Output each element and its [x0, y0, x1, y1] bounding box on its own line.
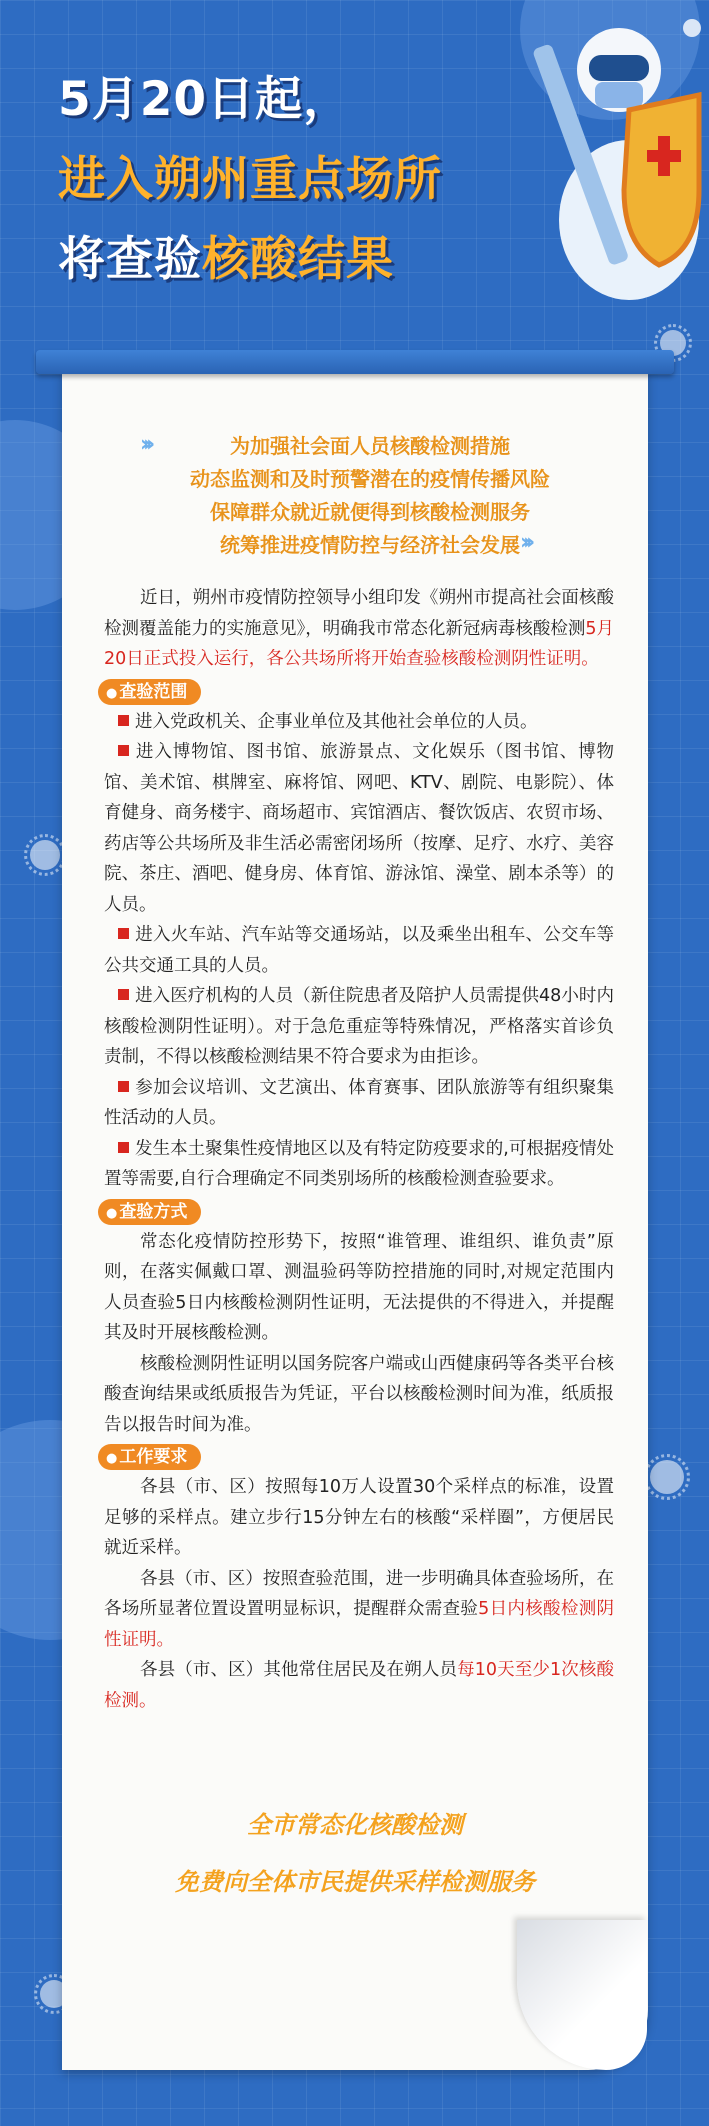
chevron-right-icon: ››› — [140, 432, 150, 457]
intro-line: 保障群众就近就便得到核酸检测服务 — [210, 500, 530, 524]
closing-line-1: 全市常态化核酸检测 — [247, 1811, 463, 1839]
intro-line: 为加强社会面人员核酸检测措施 — [230, 434, 510, 458]
scope-item-text: 进入医疗机构的人员（新住院患者及陪护人员需提供48小时内核酸检测阴性证明）。对于急危重症等特殊情况，严格落实首诊负责制，不得以核酸检测结果不符合要求为由拒诊。 — [104, 986, 614, 1067]
section-tag-requirements: ● 工作要求 — [98, 1444, 201, 1470]
scope-item — [104, 707, 614, 738]
intro-block — [130, 430, 610, 562]
requirement-paragraph — [104, 1564, 614, 1656]
title-line-2: 进入朔州重点场所 — [58, 152, 442, 207]
requirement-paragraph — [104, 1655, 614, 1716]
method-paragraph: 常态化疫情防控形势下，按照“谁管理、谁组织、谁负责”原则，在落实佩戴口罩、测温验码等防控措施的同时,对规定范围内人员查验5日内核酸检测阴性证明，无法提供的不得进入，并提醒其及时开展核酸检测。 — [104, 1231, 614, 1343]
requirement-text: 各县（市、区）其他常住居民及在朔人员 — [140, 1660, 458, 1680]
scope-item-text: 进入火车站、汽车站等交通场站，以及乘坐出租车、公交车等公共交通工具的人员。 — [104, 925, 614, 976]
intro-line: 动态监测和及时预警潜在的疫情传播风险 — [190, 467, 550, 491]
doctor-with-shield-illustration — [509, 0, 709, 300]
title-line-3 — [58, 222, 394, 289]
lead-highlight: 5月20日正式投入运行，各公共场所将开始查验核酸检测阴性证明。 — [104, 618, 614, 669]
red-square-bullet — [118, 1081, 129, 1092]
closing-line-2: 免费向全体市民提供采样检测服务 — [175, 1868, 535, 1896]
red-square-bullet — [118, 989, 129, 1000]
red-square-bullet — [118, 1142, 129, 1153]
scope-item — [104, 920, 614, 981]
scope-item — [104, 1134, 614, 1195]
requirement-text: 各县（市、区）按照查验范围，进一步明确具体查验场所，在各场所显著位置设置明显标识，提醒群众需查验 — [104, 1568, 614, 1619]
requirement-paragraph: 各县（市、区）按照每10万人设置30个采样点的标准，设置足够的采样点。建立步行15分钟左右的核酸“采样圈”，方便居民就近采样。 — [104, 1477, 614, 1558]
title-line-3-highlight: 核酸结果 — [202, 232, 394, 287]
scope-item — [104, 1073, 614, 1134]
red-square-bullet — [118, 928, 129, 939]
intro-line: 统筹推进疫情防控与经济社会发展 — [220, 533, 520, 557]
virus-icon — [650, 1460, 684, 1494]
scope-item — [104, 737, 614, 920]
scope-item-text: 发生本土聚集性疫情地区以及有特定防疫要求的,可根据疫情处置等需要,自行合理确定不同类别场所的核酸检测查验要求。 — [104, 1138, 614, 1189]
scroll-rod — [36, 350, 674, 374]
method-paragraph: 核酸检测阴性证明以国务院客户端或山西健康码等各类平台核酸查询结果或纸质报告为凭证，平台以核酸检测时间为准，纸质报告以报告时间为准。 — [104, 1353, 614, 1435]
lead-paragraph — [104, 583, 614, 675]
virus-icon — [30, 840, 60, 870]
requirement-highlight: 5日内核酸检测阴性证明。 — [104, 1599, 615, 1650]
scope-item-text: 进入博物馆、图书馆、旅游景点、文化娱乐（图书馆、博物馆、美术馆、棋牌室、麻将馆、网吧、KTV、剧院、电影院）、体育健身、商务楼宇、商场超市、宾馆酒店、餐饮饭店、农贸市场、药店等公共场所及非生活必需密闭场所（按摩、足疗、水疗、美容院、茶庄、酒吧、健身房、体育馆、游泳馆、澡堂、剧本杀等）的人员。 — [104, 742, 614, 915]
title-line-1: 5月20日起， — [58, 72, 352, 127]
section-tag-scope: ● 查验范围 — [98, 679, 201, 705]
scope-item-text: 进入党政机关、企事业单位及其他社会单位的人员。 — [135, 711, 538, 732]
lead-text: 近日，朔州市疫情防控领导小组印发《朔州市提高社会面核酸检测覆盖能力的实施意见》，明确我市常态化新冠病毒核酸检测 — [104, 588, 614, 639]
section-tag-method: ● 查验方式 — [98, 1199, 201, 1225]
scope-item-text: 参加会议培训、文艺演出、体育赛事、团队旅游等有组织聚集性活动的人员。 — [104, 1077, 614, 1128]
title-line-3-plain: 将查验 — [58, 232, 202, 287]
red-square-bullet — [118, 715, 129, 726]
article-body — [104, 583, 614, 1716]
red-square-bullet — [118, 745, 129, 756]
scope-item — [104, 981, 614, 1073]
requirement-highlight: 每10天至少1次核酸检测。 — [104, 1660, 614, 1711]
chevron-right-icon: ››› — [520, 530, 530, 555]
header — [0, 0, 709, 360]
